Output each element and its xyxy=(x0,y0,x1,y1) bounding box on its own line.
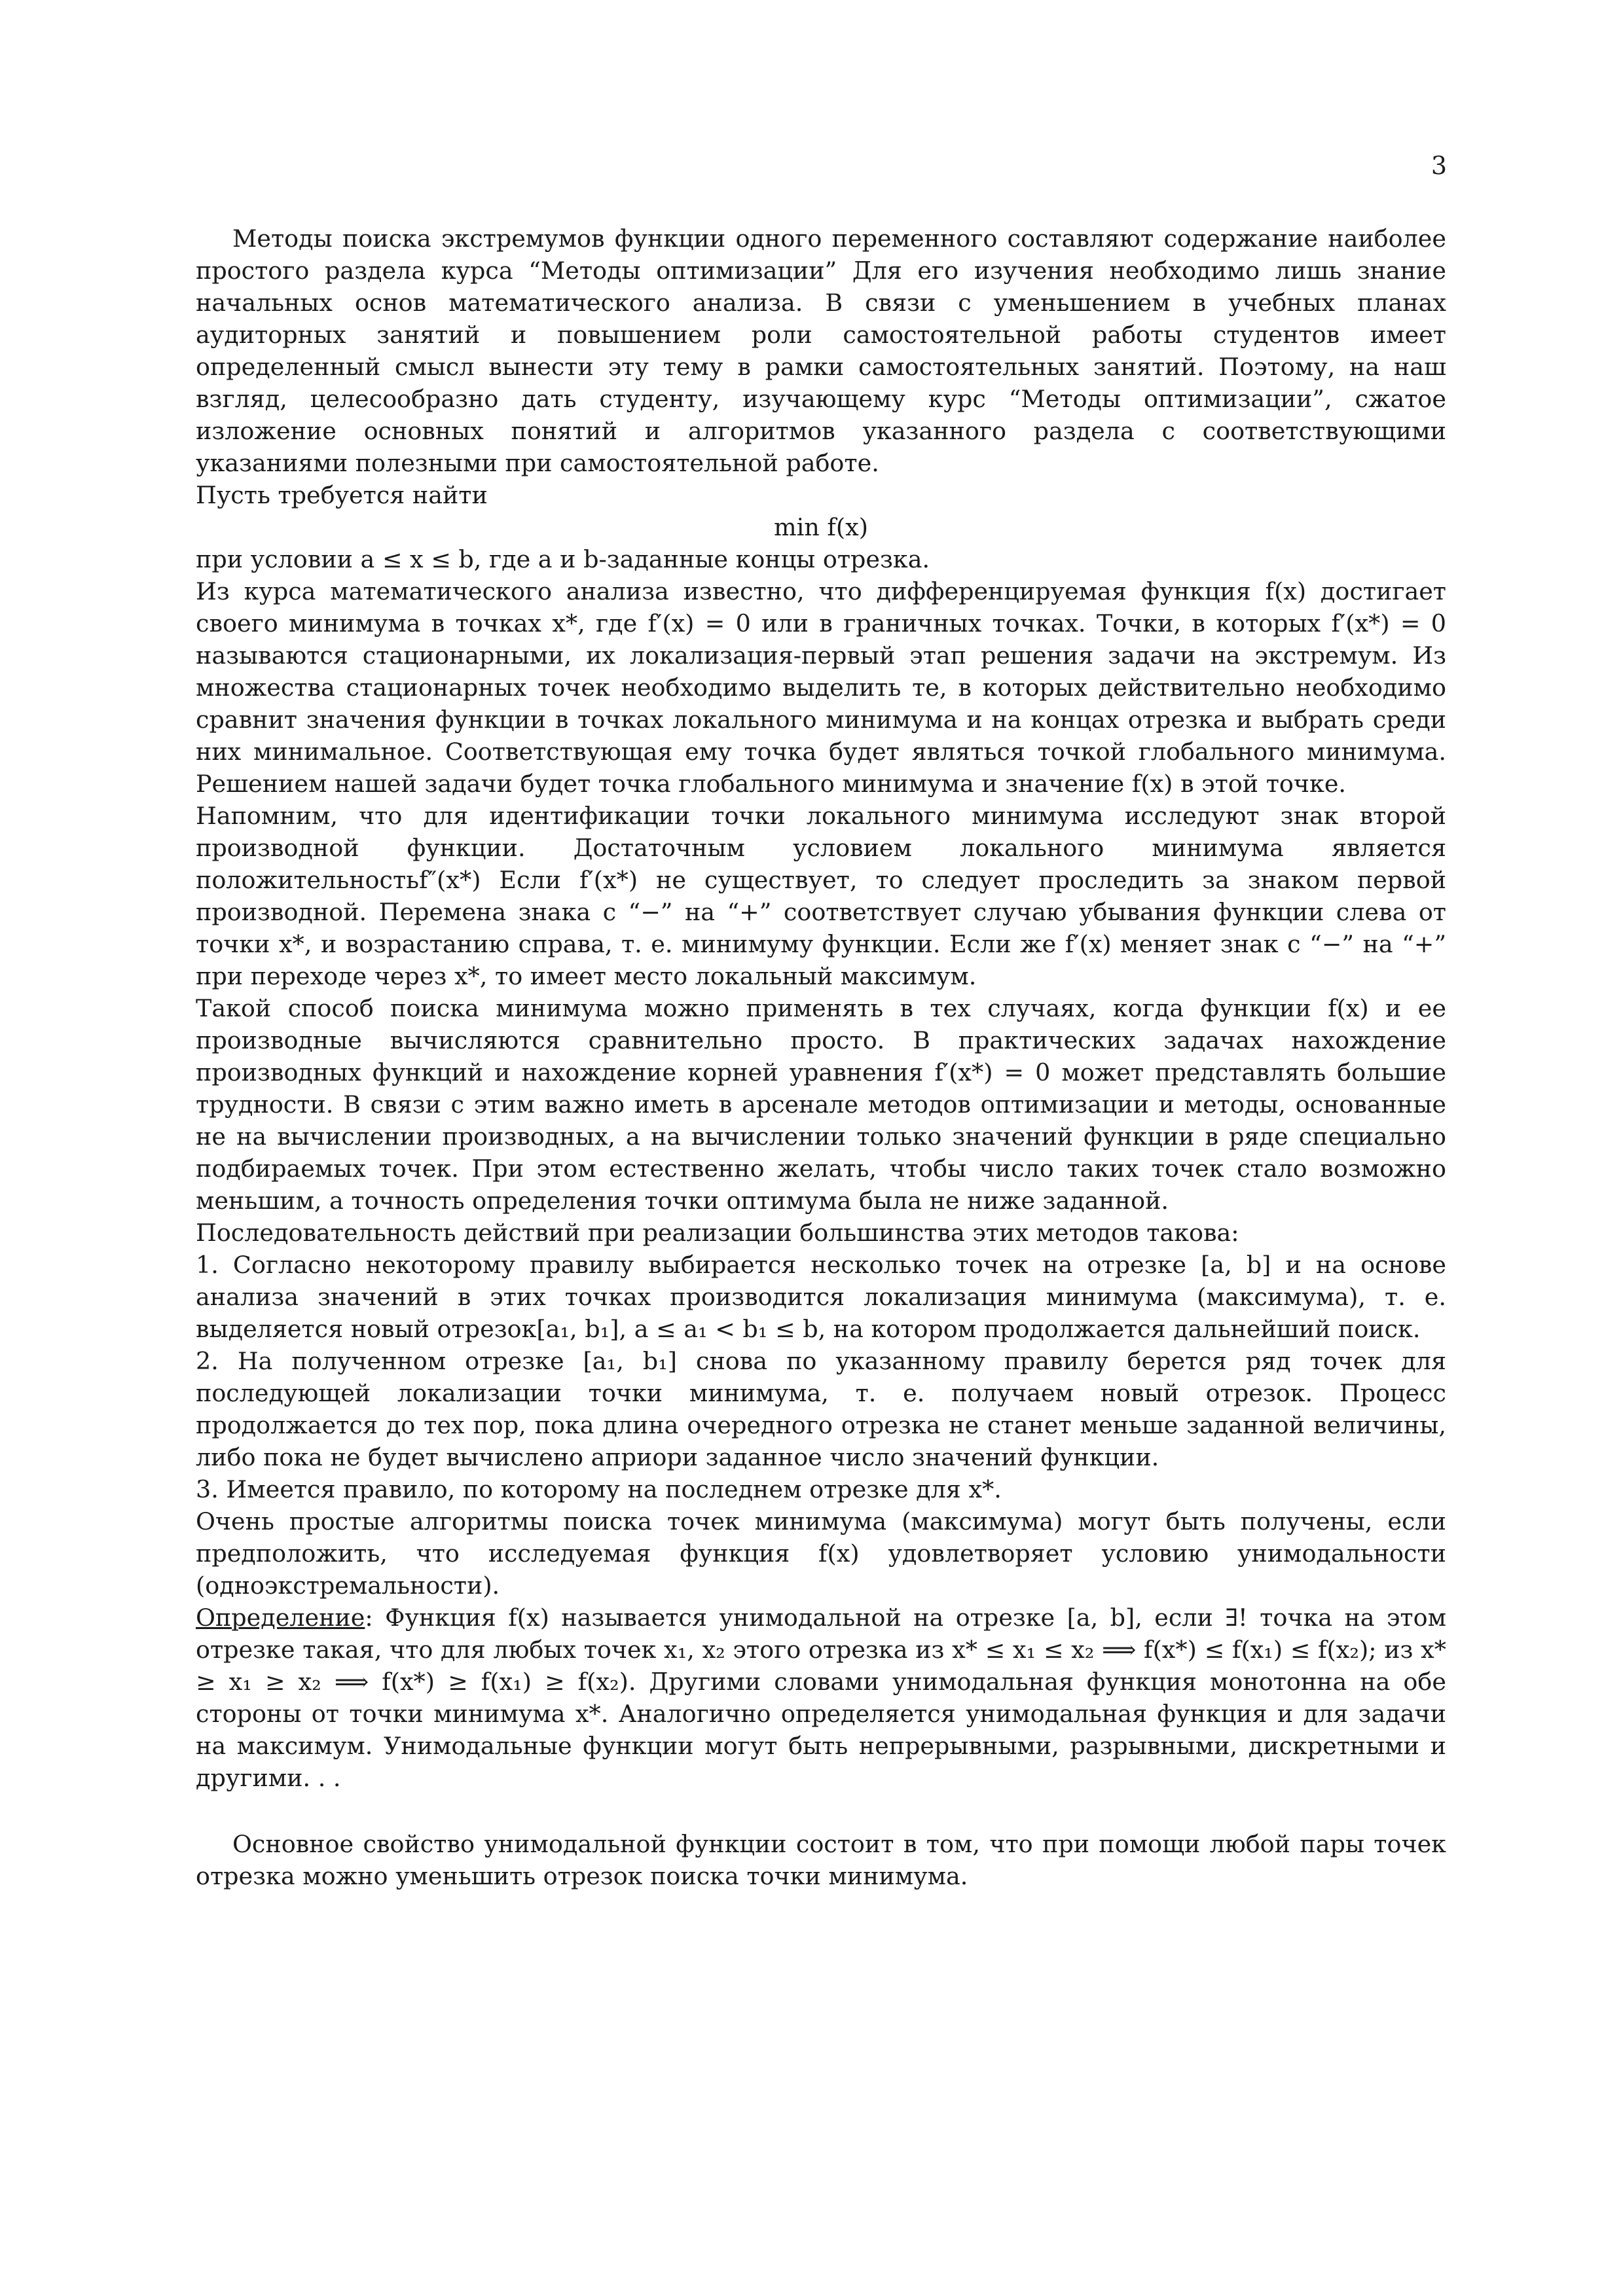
document-body xyxy=(196,223,1446,1892)
intro-paragraph: Методы поиска экстремумов функции одного переменного составляют содержание наиболее простого раздела курса “Методы оптимизации” Для его изучения необходимо лишь знание начальных основ математического анализа. В связи с уменьшением в учебных планах аудиторных занятий и повышением роли самостоятельной работы студентов имеет определенный смысл вынести эту тему в рамки самостоятельных занятий. Поэтому, на наш взгляд, целесообразно дать студенту, изучающему курс “Методы оптимизации”, сжатое изложение основных понятий и алгоритмов указанного раздела с соответствующими указаниями полезными при самостоятельной работе. xyxy=(196,224,1446,477)
page-number: 3 xyxy=(1431,151,1447,180)
unimodal-intro-paragraph: Очень простые алгоритмы поиска точек минимума (максимума) могут быть получены, если предположить, что исследуемая функция f(x) удовлетворяет условию унимодальности (одноэкстремальности). xyxy=(196,1507,1446,1600)
property-paragraph: Основное свойство унимодальной функции состоит в том, что при помощи любой пары точек отрезка можно уменьшить отрезок поиска точки минимума. xyxy=(196,1830,1446,1890)
condition-paragraph: при условии a ≤ x ≤ b, где a и b-заданные концы отрезка. xyxy=(196,545,930,573)
sequence-paragraph: Последовательность действий при реализации большинства этих методов такова: xyxy=(196,1219,1239,1247)
method-paragraph: Такой способ поиска минимума можно применять в тех случаях, когда функции f(x) и ее производные вычисляются сравнительно просто. В практических задачах нахождение производных функций и нахождение корней уравнения f′(x*) = 0 может представлять большие трудности. В связи с этим важно иметь в арсенале методов оптимизации и методы, основанные не на вычислении производных, а на вычислении только значений функции в ряде специально подбираемых точек. При этом естественно желать, чтобы число таких точек стало возможно меньшим, а точность определения точки оптимума была не ниже заданной. xyxy=(196,994,1446,1215)
objective-formula-text: min f(x) xyxy=(774,513,868,541)
problem-lead: Пусть требуется найти xyxy=(196,481,488,509)
definition-body: : Функция f(x) называется унимодальной на отрезке [a, b], если ∃! точка на этом отрезке такая, что для любых точек x₁, x₂ этого отрезка из x* ≤ x₁ ≤ x₂ ⟹ f(x*) ≤ f(x₁) ≤ f(x₂); из x* ≥ x₁ ≥ x₂ ⟹ f(x*) ≥ f(x₁) ≥ f(x₂). Другими словами унимодальная функция монотонна на обе стороны от точки минимума x*. Аналогично определяется унимодальная функция и для задачи на максимум. Унимодальные функции могут быть непрерывными, разрывными, дискретными и другими. . . xyxy=(196,1604,1446,1792)
stationary-points-paragraph: Из курса математического анализа известно, что дифференцируемая функция f(x) достигает своего минимума в точках x*, где f′(x) = 0 или в граничных точках. Точки, в которых f′(x*) = 0 называются стационарными, их локализация-первый этап решения задачи на экстремум. Из множества стационарных точек необходимо выделить те, в которых действительно необходимо сравнит значения функции в точках локального минимума и на концах отрезка и выбрать среди них минимальное. Соответствующая ему точка будет являться точкой глобального минимума. Решением нашей задачи будет точка глобального минимума и значение f(x) в этой точке. xyxy=(196,577,1446,798)
step-3: 3. Имеется правило, по которому на последнем отрезке для x*. xyxy=(196,1475,1002,1503)
definition-paragraph xyxy=(196,1602,1446,1794)
step-2: 2. На полученном отрезке [a₁, b₁] снова по указанному правилу берется ряд точек для последующей локализации точки минимума, т. е. получаем новый отрезок. Процесс продолжается до тех пор, пока длина очередного отрезка не станет меньше заданной величины, либо пока не будет вычислено априори заданное число значений функции. xyxy=(196,1347,1446,1471)
definition-term: Определение xyxy=(196,1604,365,1632)
objective-formula xyxy=(196,511,1446,543)
local-minimum-paragraph: Напомним, что для идентификации точки локального минимума исследуют знак второй производной функции. Достаточным условием локального минимума является положительностьf″(x*) Если f′(x*) не существует, то следует проследить за знаком первой производной. Перемена знака с “−” на “+” соответствует случаю убывания функции слева от точки x*, и возрастанию справа, т. е. минимуму функции. Если же f′(x) меняет знак с “−” на “+” при переходе через x*, то имеет место локальный максимум. xyxy=(196,802,1446,990)
step-1: 1. Согласно некоторому правилу выбирается несколько точек на отрезке [a, b] и на основе анализа значений в этих точках производится локализация минимума (максимума), т. е. выделяется новый отрезок[a₁, b₁], a ≤ a₁ < b₁ ≤ b, на котором продолжается дальнейший поиск. xyxy=(196,1251,1446,1343)
